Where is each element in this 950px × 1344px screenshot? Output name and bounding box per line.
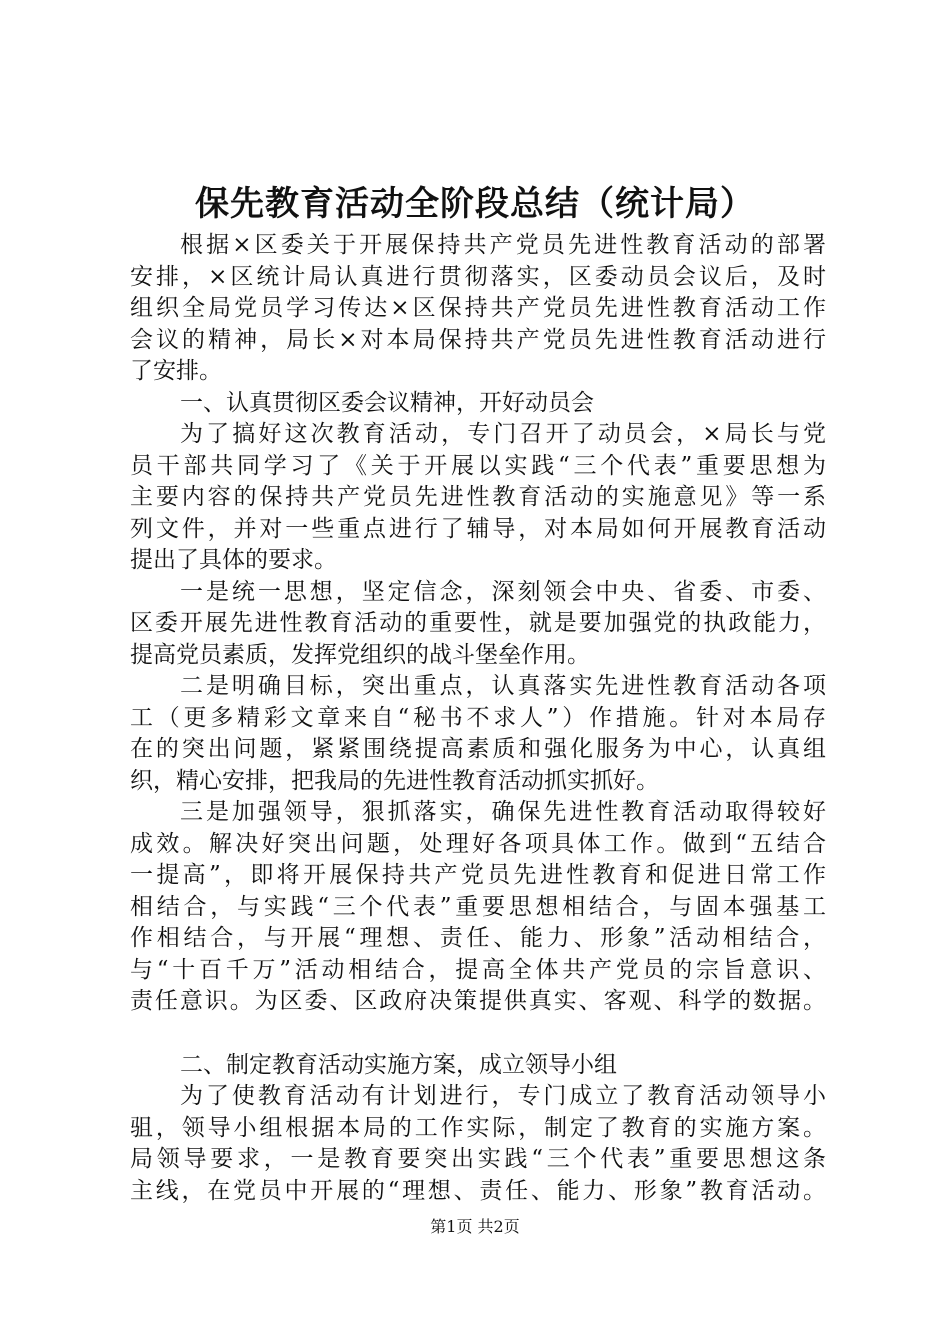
text-line: 根据×区委关于开展保持共产党员先进性教育活动的部署 <box>180 232 826 258</box>
text-line: 在的突出问题，紧紧围绕提高素质和强化服务为中心，认真组 <box>130 736 826 762</box>
document-body <box>130 230 826 1207</box>
text-line: 二是明确目标，突出重点，认真落实先进性教育活动各项 <box>180 673 826 699</box>
text-line: 组织全局党员学习传达×区保持共产党员先进性教育活动工作 <box>130 295 826 321</box>
text-line: 提高党员素质，发挥党组织的战斗堡垒作用。 <box>130 641 590 668</box>
text-line: 织，精心安排，把我局的先进性教育活动抓实抓好。 <box>130 767 659 794</box>
text-line: 提出了具体的要求。 <box>130 547 337 573</box>
text-line: 三是加强领导，狠抓落实，确保先进性教育活动取得较好 <box>180 799 826 825</box>
text-line: 作相结合，与开展“理想、责任、能力、形象”活动相结合， <box>130 925 826 951</box>
text-line: 一、认真贯彻区委会议精神，开好动员会 <box>180 389 594 416</box>
text-line: 工（更多精彩文章来自“秘书不求人”）作措施。针对本局存 <box>130 704 826 731</box>
text-line: 安排，×区统计局认真进行贯彻落实，区委动员会议后，及时 <box>130 263 826 290</box>
text-line: 局领导要求，一是教育要突出实践“三个代表”重要思想这条 <box>130 1146 826 1172</box>
text-line: 会议的精神，局长×对本局保持共产党员先进性教育活动进行 <box>130 326 826 353</box>
text-line: 二、制定教育活动实施方案，成立领导小组 <box>180 1051 617 1078</box>
paragraph-gap <box>130 1018 826 1050</box>
text-line: 主要内容的保持共产党员先进性教育活动的实施意见》等一系 <box>130 484 826 510</box>
text-line: 员干部共同学习了《关于开展以实践“三个代表”重要思想为 <box>130 452 826 479</box>
text-line: 相结合，与实践“三个代表”重要思想相结合，与固本强基工 <box>130 893 826 920</box>
page-footer: 第1页 共2页 <box>430 1217 520 1236</box>
text-line: 为了使教育活动有计划进行，专门成立了教育活动领导小 <box>180 1083 826 1109</box>
text-line: 与“十百千万”活动相结合，提高全体共产党员的宗旨意识、 <box>130 956 826 983</box>
text-line: 一是统一思想，坚定信念，深刻领会中央、省委、市委、 <box>180 578 826 605</box>
text-line: 责任意识。为区委、区政府决策提供真实、客观、科学的数据。 <box>130 988 826 1014</box>
text-line: 驵，领导小组根据本局的工作实际，制定了教育的实施方案。 <box>130 1114 826 1141</box>
text-line: 列文件，并对一些重点进行了辅导，对本局如何开展教育活动 <box>130 515 826 542</box>
text-line: 了安排。 <box>130 358 222 384</box>
text-line: 成效。解决好突出问题，处理好各项具体工作。做到“五结合 <box>130 830 826 857</box>
document-title: 保先教育活动全阶段总结（统计局） <box>195 184 755 224</box>
text-line: 为了搞好这次教育活动，专门召开了动员会，×局长与党 <box>180 421 826 447</box>
text-line: 区委开展先进性教育活动的重要性，就是要加强党的执政能力， <box>130 610 826 636</box>
text-line: 主线，在党员中开展的“理想、责任、能力、形象”教育活动。 <box>130 1177 826 1204</box>
text-line: 一提高”，即将开展保持共产党员先进性教育和促进日常工作 <box>130 862 826 888</box>
